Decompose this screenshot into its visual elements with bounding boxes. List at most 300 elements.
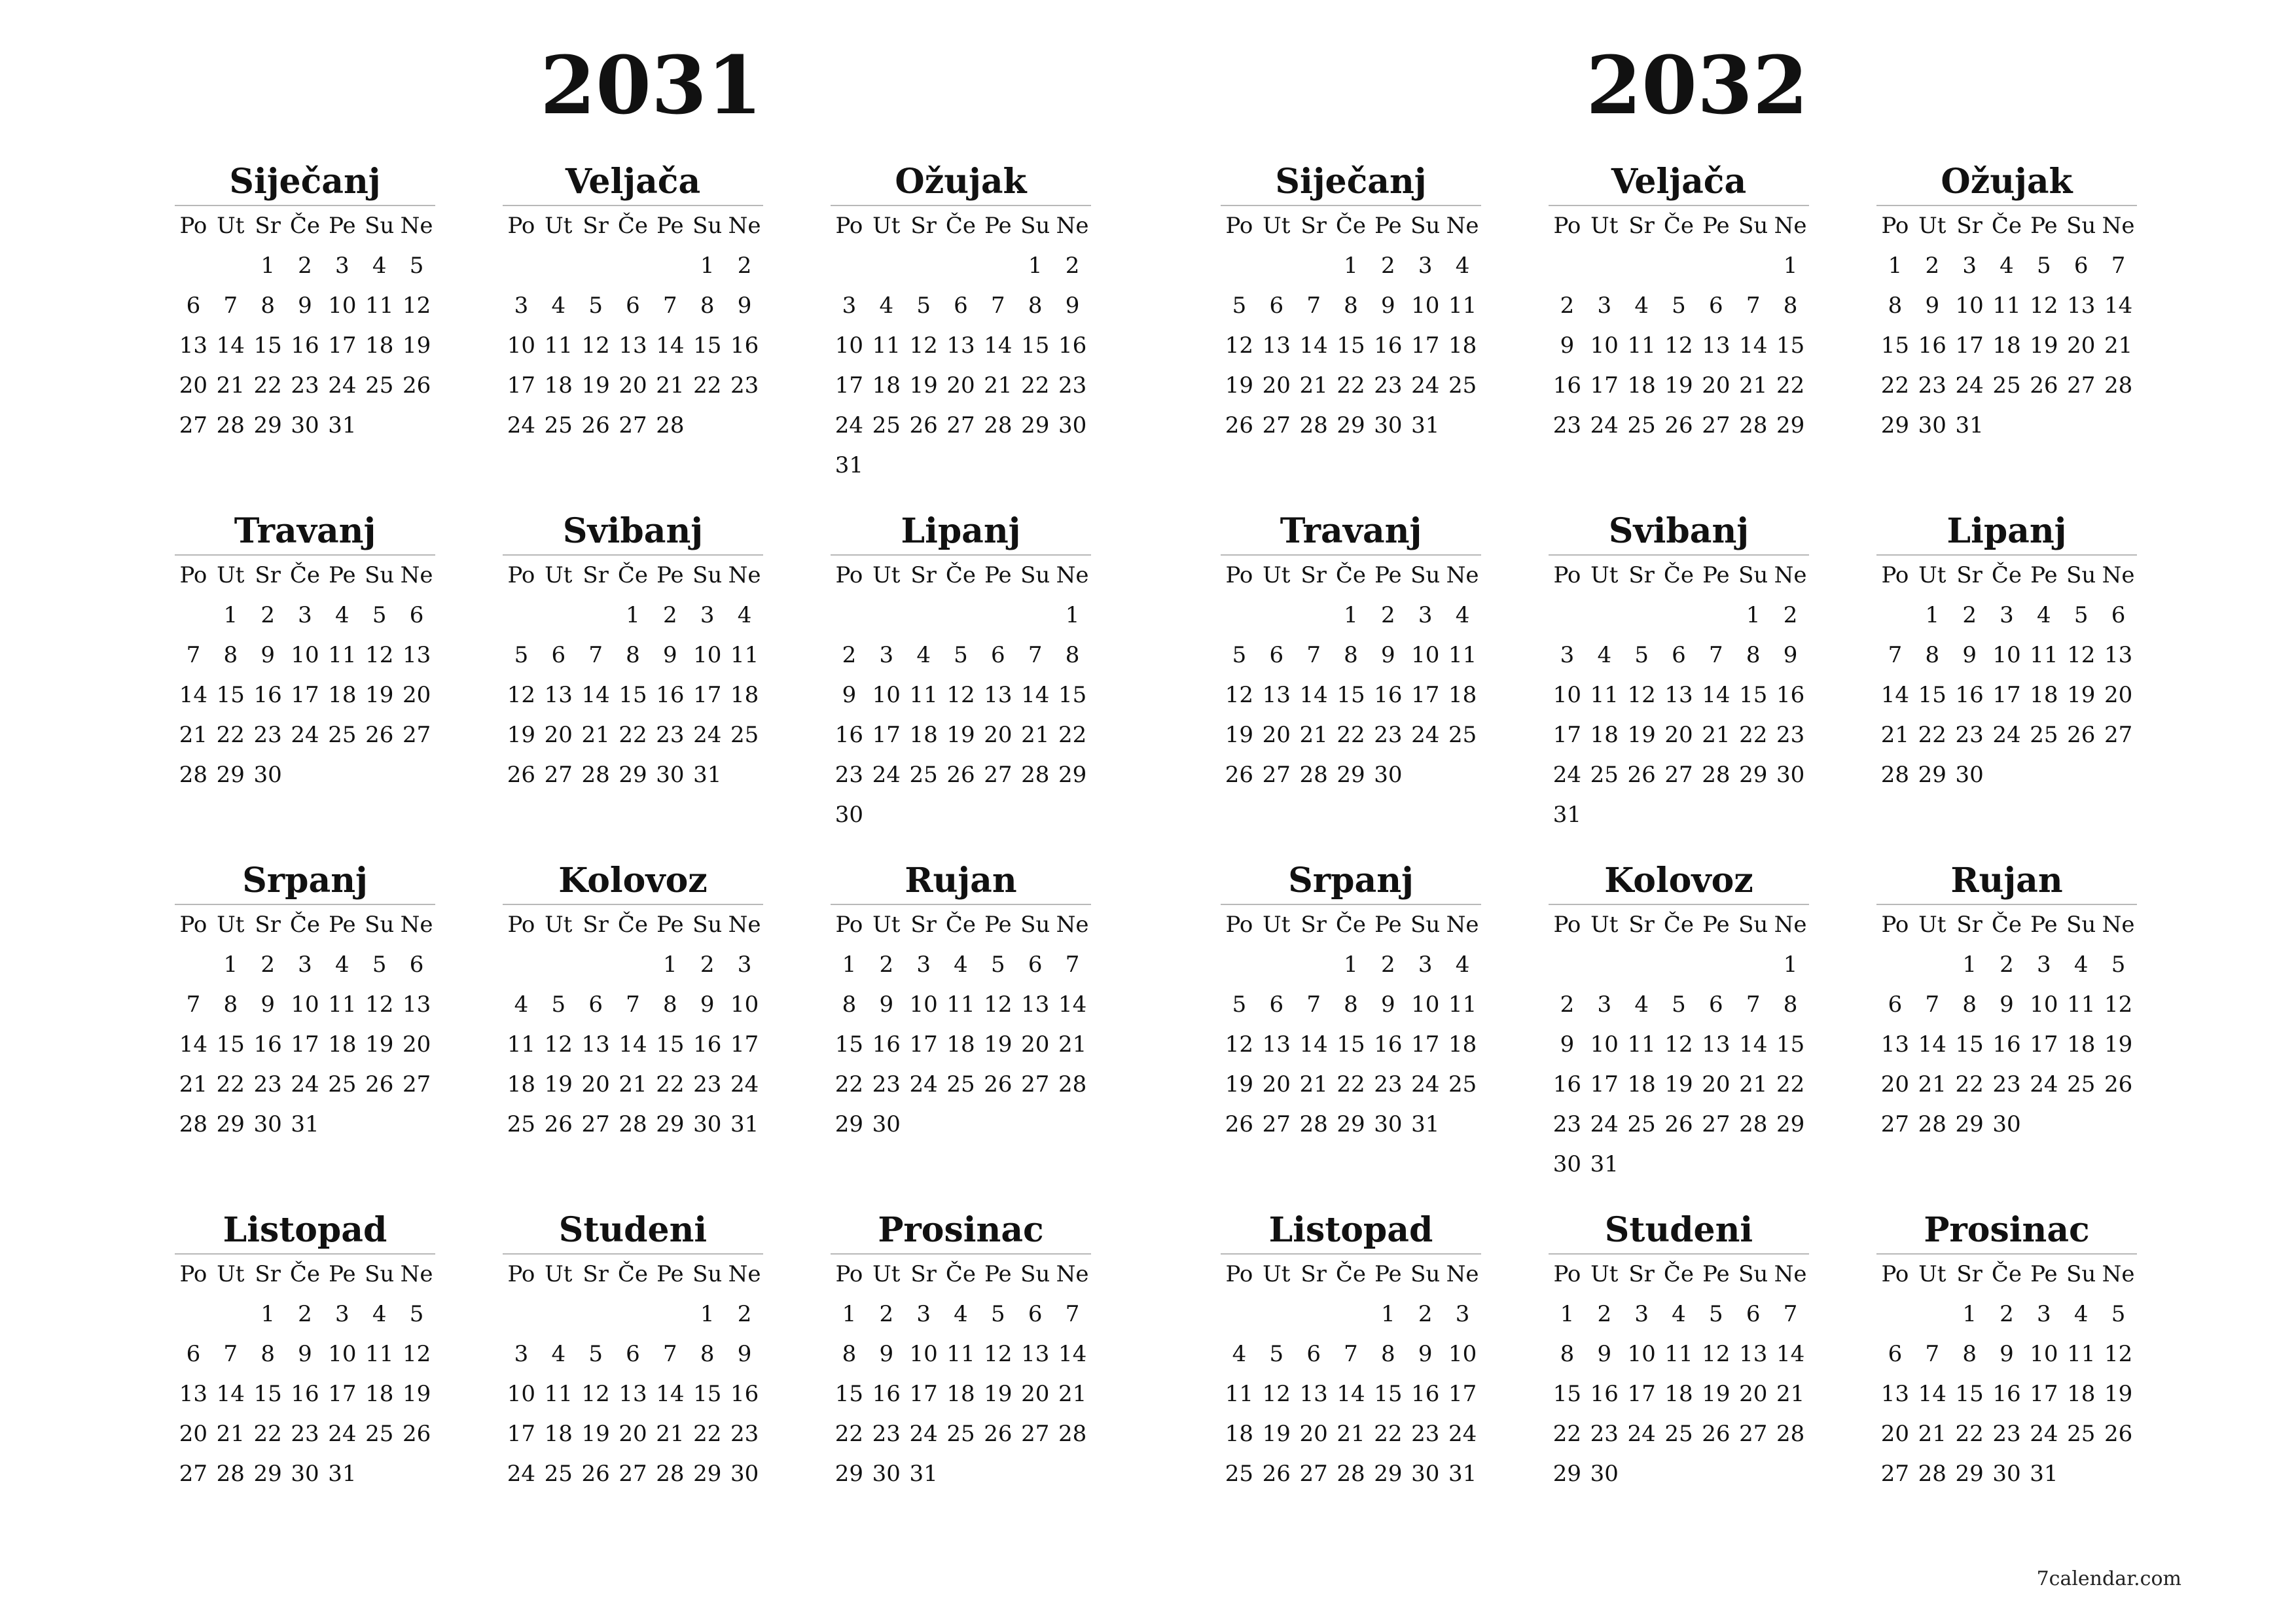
day-cell: 5 bbox=[372, 952, 387, 978]
day-cell: 3 bbox=[916, 1301, 931, 1327]
day-cell: 8 bbox=[1783, 293, 1798, 319]
day-cell: 26 bbox=[909, 412, 938, 438]
day-cell: 18 bbox=[1664, 1381, 1693, 1407]
day-cell: 9 bbox=[1560, 1031, 1575, 1058]
day-cell: 12 bbox=[2104, 991, 2133, 1018]
day-cell: 18 bbox=[1225, 1421, 1254, 1447]
day-cell: 28 bbox=[179, 762, 208, 788]
empty-cell bbox=[1914, 945, 1951, 985]
day-cell: 1 bbox=[842, 952, 857, 978]
day-cell: 25 bbox=[2067, 1421, 2096, 1447]
day-cell: 17 bbox=[1627, 1381, 1656, 1407]
day-cell: 4 bbox=[879, 293, 894, 319]
weekday-header: Ne bbox=[1774, 562, 1807, 588]
weekday-header: Če bbox=[617, 562, 649, 588]
day-cell: 5 bbox=[2073, 602, 2089, 628]
day-cell: 30 bbox=[1776, 762, 1805, 788]
site-credit: 7calendar.com bbox=[2036, 1567, 2181, 1590]
weekday-header: Pe bbox=[2030, 213, 2058, 239]
day-cell: 23 bbox=[730, 1421, 759, 1447]
weekday-header: Če bbox=[945, 912, 977, 938]
day-cell: 16 bbox=[1918, 332, 1946, 359]
day-cell: 12 bbox=[1262, 1381, 1291, 1407]
empty-cell bbox=[212, 246, 249, 286]
day-cell: 1 bbox=[1560, 1301, 1575, 1327]
day-cell: 23 bbox=[1992, 1421, 2021, 1447]
day-cell: 7 bbox=[1746, 293, 1761, 319]
day-cell: 11 bbox=[909, 682, 938, 708]
month-kolovoz bbox=[503, 858, 763, 1145]
day-cell: 5 bbox=[2111, 952, 2126, 978]
day-cell: 28 bbox=[1021, 762, 1050, 788]
day-cell: 8 bbox=[1381, 1341, 1395, 1367]
day-cell: 15 bbox=[1880, 332, 1910, 359]
day-cell: 24 bbox=[328, 372, 357, 399]
day-cell: 23 bbox=[253, 1071, 282, 1097]
day-cell: 24 bbox=[1411, 1071, 1440, 1097]
day-cell: 29 bbox=[1021, 412, 1050, 438]
day-cell: 12 bbox=[1225, 1031, 1254, 1058]
weekday-header: Če bbox=[289, 213, 321, 239]
day-cell: 25 bbox=[544, 412, 573, 438]
day-cell: 15 bbox=[216, 682, 245, 708]
weekday-header: Po bbox=[1553, 1261, 1581, 1287]
empty-cell bbox=[503, 945, 540, 985]
month-veljača bbox=[503, 159, 763, 446]
day-cell: 20 bbox=[1262, 722, 1291, 748]
weekday-header: Sr bbox=[1628, 213, 1655, 239]
day-cell: 2 bbox=[1597, 1301, 1612, 1327]
day-cell: 13 bbox=[179, 332, 208, 359]
day-cell: 25 bbox=[946, 1421, 975, 1447]
day-cell: 15 bbox=[693, 1381, 722, 1407]
day-cell: 5 bbox=[1269, 1341, 1284, 1367]
day-cell: 8 bbox=[700, 1341, 715, 1367]
day-cell: 14 bbox=[1058, 991, 1087, 1018]
day-cell: 3 bbox=[737, 952, 752, 978]
empty-cell bbox=[1660, 246, 1698, 286]
day-cell: 28 bbox=[179, 1111, 208, 1137]
empty-cell bbox=[540, 596, 577, 635]
day-cell: 27 bbox=[1262, 762, 1291, 788]
empty-cell bbox=[979, 246, 1016, 286]
day-cell: 21 bbox=[619, 1071, 647, 1097]
day-cell: 17 bbox=[2030, 1031, 2058, 1058]
empty-cell bbox=[615, 945, 652, 985]
empty-cell bbox=[615, 246, 652, 286]
day-grid bbox=[1549, 1255, 1809, 1494]
day-cell: 2 bbox=[260, 602, 275, 628]
day-cell: 26 bbox=[946, 762, 975, 788]
day-cell: 4 bbox=[1634, 293, 1649, 319]
day-cell: 17 bbox=[730, 1031, 759, 1058]
day-cell: 28 bbox=[1058, 1421, 1087, 1447]
day-cell: 31 bbox=[834, 452, 864, 478]
day-cell: 22 bbox=[656, 1071, 685, 1097]
day-cell: 27 bbox=[984, 762, 1013, 788]
day-cell: 20 bbox=[2067, 332, 2096, 359]
weekday-header: Ut bbox=[545, 213, 573, 239]
weekday-header: Ut bbox=[1590, 1261, 1619, 1287]
day-cell: 29 bbox=[1374, 1461, 1403, 1487]
day-cell: 24 bbox=[1627, 1421, 1656, 1447]
day-cell: 7 bbox=[1746, 991, 1761, 1018]
month-rujan bbox=[1876, 858, 2137, 1145]
day-cell: 19 bbox=[1664, 372, 1693, 399]
weekday-header: Pe bbox=[1702, 562, 1730, 588]
day-cell: 11 bbox=[2030, 642, 2058, 668]
day-cell: 23 bbox=[1918, 372, 1946, 399]
day-cell: 20 bbox=[544, 722, 573, 748]
day-cell: 26 bbox=[2104, 1421, 2133, 1447]
day-cell: 13 bbox=[1262, 682, 1291, 708]
empty-cell bbox=[1549, 945, 1586, 985]
weekday-header: Če bbox=[1663, 912, 1695, 938]
day-cell: 22 bbox=[1776, 372, 1805, 399]
day-cell: 18 bbox=[872, 372, 901, 399]
empty-cell bbox=[868, 246, 905, 286]
weekday-header: Su bbox=[1020, 1261, 1050, 1287]
weekday-header: Po bbox=[1553, 213, 1581, 239]
day-cell: 17 bbox=[507, 1421, 536, 1447]
day-cell: 1 bbox=[223, 952, 238, 978]
day-cell: 18 bbox=[1448, 682, 1477, 708]
weekday-header: Po bbox=[507, 912, 535, 938]
day-cell: 29 bbox=[1739, 762, 1768, 788]
empty-cell bbox=[1697, 596, 1734, 635]
weekday-header: Su bbox=[692, 213, 723, 239]
day-cell: 24 bbox=[730, 1071, 759, 1097]
empty-cell bbox=[1876, 596, 1914, 635]
day-cell: 22 bbox=[1336, 372, 1365, 399]
day-cell: 8 bbox=[700, 293, 715, 319]
day-cell: 10 bbox=[507, 1381, 536, 1407]
day-cell: 15 bbox=[1955, 1031, 1984, 1058]
day-cell: 10 bbox=[291, 642, 319, 668]
day-cell: 1 bbox=[1925, 602, 1940, 628]
weekday-header: Sr bbox=[583, 912, 609, 938]
day-cell: 11 bbox=[365, 293, 394, 319]
day-cell: 18 bbox=[1448, 1031, 1477, 1058]
day-cell: 12 bbox=[1225, 332, 1254, 359]
day-cell: 20 bbox=[402, 682, 431, 708]
day-cell: 30 bbox=[730, 1461, 759, 1487]
month-prosinac bbox=[831, 1207, 1091, 1494]
month-listopad bbox=[175, 1207, 435, 1494]
day-cell: 23 bbox=[291, 1421, 319, 1447]
day-cell: 15 bbox=[1918, 682, 1946, 708]
day-cell: 29 bbox=[1336, 1111, 1365, 1137]
day-cell: 19 bbox=[2067, 682, 2096, 708]
day-cell: 9 bbox=[1962, 642, 1977, 668]
day-cell: 29 bbox=[1336, 412, 1365, 438]
day-cell: 12 bbox=[544, 1031, 573, 1058]
month-ožujak bbox=[1876, 159, 2137, 446]
day-cell: 16 bbox=[1552, 372, 1582, 399]
day-cell: 27 bbox=[1739, 1421, 1768, 1447]
month-siječanj bbox=[175, 159, 435, 446]
day-cell: 9 bbox=[1381, 991, 1395, 1018]
day-cell: 27 bbox=[402, 722, 431, 748]
day-cell: 11 bbox=[544, 1381, 573, 1407]
empty-cell bbox=[577, 246, 615, 286]
day-cell: 11 bbox=[730, 642, 759, 668]
day-cell: 20 bbox=[1299, 1421, 1328, 1447]
month-name: Veljača bbox=[1549, 159, 1809, 206]
day-cell: 13 bbox=[619, 332, 647, 359]
day-cell: 28 bbox=[216, 412, 245, 438]
day-cell: 25 bbox=[1627, 1111, 1656, 1137]
weekday-header: Če bbox=[289, 912, 321, 938]
day-cell: 12 bbox=[1702, 1341, 1731, 1367]
weekday-header: Po bbox=[507, 213, 535, 239]
weekday-header: Sr bbox=[1956, 912, 1982, 938]
day-cell: 18 bbox=[507, 1071, 536, 1097]
day-cell: 6 bbox=[588, 991, 603, 1018]
day-cell: 11 bbox=[328, 642, 357, 668]
weekday-header: Ne bbox=[400, 1261, 433, 1287]
year-title: 2032 bbox=[1586, 38, 1808, 132]
day-cell: 10 bbox=[1552, 682, 1582, 708]
day-cell: 19 bbox=[1702, 1381, 1731, 1407]
day-cell: 15 bbox=[1776, 332, 1805, 359]
day-cell: 18 bbox=[365, 332, 394, 359]
day-cell: 6 bbox=[409, 602, 424, 628]
day-cell: 29 bbox=[1776, 412, 1805, 438]
month-name: Svibanj bbox=[503, 508, 763, 556]
day-cell: 19 bbox=[984, 1381, 1013, 1407]
day-cell: 30 bbox=[1058, 412, 1087, 438]
day-cell: 10 bbox=[1955, 293, 1984, 319]
day-cell: 12 bbox=[581, 1381, 610, 1407]
day-cell: 22 bbox=[1739, 722, 1768, 748]
weekday-header: Sr bbox=[910, 912, 937, 938]
day-cell: 10 bbox=[2030, 1341, 2058, 1367]
day-cell: 20 bbox=[1664, 722, 1693, 748]
day-cell: 6 bbox=[2111, 602, 2126, 628]
day-cell: 4 bbox=[335, 602, 350, 628]
day-cell: 29 bbox=[216, 762, 245, 788]
day-cell: 9 bbox=[260, 991, 275, 1018]
day-cell: 26 bbox=[581, 412, 610, 438]
day-cell: 3 bbox=[1560, 642, 1575, 668]
day-cell: 18 bbox=[730, 682, 759, 708]
day-cell: 12 bbox=[402, 293, 431, 319]
weekday-header: Pe bbox=[329, 912, 356, 938]
day-cell: 20 bbox=[1262, 1071, 1291, 1097]
day-cell: 19 bbox=[2104, 1031, 2133, 1058]
day-cell: 2 bbox=[663, 602, 677, 628]
day-cell: 4 bbox=[1597, 642, 1612, 668]
month-lipanj bbox=[1876, 508, 2137, 795]
day-cell: 15 bbox=[253, 332, 282, 359]
day-cell: 6 bbox=[1672, 642, 1686, 668]
weekday-header: Če bbox=[1991, 912, 2022, 938]
day-cell: 31 bbox=[909, 1461, 938, 1487]
day-cell: 1 bbox=[1888, 253, 1903, 279]
day-cell: 24 bbox=[1590, 1111, 1619, 1137]
day-cell: 28 bbox=[656, 412, 685, 438]
day-cell: 8 bbox=[1560, 1341, 1575, 1367]
weekday-header: Ut bbox=[1590, 213, 1619, 239]
empty-cell bbox=[1258, 246, 1295, 286]
weekday-header: Če bbox=[1335, 1261, 1367, 1287]
day-cell: 3 bbox=[335, 253, 350, 279]
day-cell: 6 bbox=[1269, 642, 1284, 668]
empty-cell bbox=[1016, 596, 1054, 635]
day-cell: 16 bbox=[1374, 1031, 1403, 1058]
day-cell: 22 bbox=[1880, 372, 1910, 399]
weekday-header: Ut bbox=[1263, 912, 1291, 938]
weekday-header: Pe bbox=[656, 1261, 684, 1287]
month-travanj bbox=[1221, 508, 1481, 795]
weekday-header: Po bbox=[179, 912, 207, 938]
day-cell: 14 bbox=[216, 332, 245, 359]
day-cell: 19 bbox=[984, 1031, 1013, 1058]
weekday-header: Ut bbox=[1918, 562, 1946, 588]
day-cell: 5 bbox=[954, 642, 968, 668]
day-cell: 19 bbox=[402, 332, 431, 359]
empty-cell bbox=[1697, 945, 1734, 985]
weekday-header: Ut bbox=[872, 213, 901, 239]
day-cell: 1 bbox=[1344, 253, 1358, 279]
weekday-header: Ut bbox=[217, 912, 245, 938]
day-cell: 23 bbox=[1058, 372, 1087, 399]
day-cell: 2 bbox=[298, 1301, 312, 1327]
day-cell: 15 bbox=[1058, 682, 1087, 708]
day-cell: 14 bbox=[581, 682, 610, 708]
day-cell: 9 bbox=[1418, 1341, 1433, 1367]
day-cell: 6 bbox=[1028, 1301, 1043, 1327]
day-grid bbox=[1549, 556, 1809, 835]
day-cell: 21 bbox=[1739, 372, 1768, 399]
day-cell: 15 bbox=[834, 1031, 864, 1058]
weekday-header: Ne bbox=[728, 213, 761, 239]
day-cell: 19 bbox=[2030, 332, 2058, 359]
day-cell: 21 bbox=[1299, 1071, 1328, 1097]
day-cell: 22 bbox=[1776, 1071, 1805, 1097]
day-cell: 26 bbox=[2030, 372, 2058, 399]
day-cell: 9 bbox=[1925, 293, 1940, 319]
day-cell: 19 bbox=[581, 372, 610, 399]
day-cell: 17 bbox=[693, 682, 722, 708]
day-cell: 9 bbox=[1560, 332, 1575, 359]
day-cell: 13 bbox=[402, 642, 431, 668]
day-cell: 29 bbox=[1552, 1461, 1582, 1487]
day-grid bbox=[1876, 1255, 2137, 1494]
month-name: Listopad bbox=[175, 1207, 435, 1255]
day-cell: 11 bbox=[1664, 1341, 1693, 1367]
day-grid bbox=[503, 905, 763, 1145]
day-cell: 26 bbox=[544, 1111, 573, 1137]
day-cell: 18 bbox=[1627, 1071, 1656, 1097]
day-cell: 2 bbox=[1065, 253, 1080, 279]
empty-cell bbox=[1623, 596, 1660, 635]
day-cell: 2 bbox=[260, 952, 275, 978]
day-cell: 22 bbox=[1021, 372, 1050, 399]
day-cell: 8 bbox=[1028, 293, 1043, 319]
day-cell: 2 bbox=[700, 952, 715, 978]
day-cell: 5 bbox=[409, 1301, 424, 1327]
weekday-header: Sr bbox=[1628, 912, 1655, 938]
empty-cell bbox=[175, 596, 212, 635]
day-cell: 21 bbox=[581, 722, 610, 748]
day-cell: 26 bbox=[1225, 1111, 1254, 1137]
day-cell: 22 bbox=[216, 722, 245, 748]
weekday-header: Ne bbox=[1774, 1261, 1807, 1287]
day-cell: 27 bbox=[2067, 372, 2096, 399]
day-cell: 14 bbox=[656, 1381, 685, 1407]
day-cell: 13 bbox=[2104, 642, 2133, 668]
day-cell: 23 bbox=[1590, 1421, 1619, 1447]
day-cell: 5 bbox=[588, 293, 603, 319]
month-rujan bbox=[831, 858, 1091, 1145]
day-cell: 4 bbox=[2037, 602, 2051, 628]
day-cell: 12 bbox=[581, 332, 610, 359]
day-cell: 25 bbox=[2067, 1071, 2096, 1097]
day-grid bbox=[831, 556, 1091, 835]
day-cell: 9 bbox=[1065, 293, 1080, 319]
day-cell: 13 bbox=[1702, 332, 1731, 359]
day-cell: 22 bbox=[1374, 1421, 1403, 1447]
weekday-header: Pe bbox=[984, 912, 1012, 938]
day-cell: 14 bbox=[179, 682, 208, 708]
day-cell: 25 bbox=[1590, 762, 1619, 788]
month-name: Siječanj bbox=[1221, 159, 1481, 206]
day-cell: 19 bbox=[581, 1421, 610, 1447]
day-cell: 13 bbox=[984, 682, 1013, 708]
day-cell: 20 bbox=[2104, 682, 2133, 708]
weekday-header: Ne bbox=[2102, 912, 2135, 938]
day-cell: 21 bbox=[1299, 722, 1328, 748]
empty-cell bbox=[212, 1294, 249, 1334]
day-cell: 7 bbox=[186, 991, 201, 1018]
day-cell: 4 bbox=[335, 952, 350, 978]
day-cell: 24 bbox=[291, 722, 319, 748]
day-cell: 12 bbox=[2104, 1341, 2133, 1367]
day-cell: 14 bbox=[984, 332, 1013, 359]
day-cell: 27 bbox=[1262, 412, 1291, 438]
day-cell: 6 bbox=[186, 1341, 201, 1367]
day-cell: 27 bbox=[544, 762, 573, 788]
weekday-header: Če bbox=[1991, 1261, 2022, 1287]
weekday-header: Ne bbox=[2102, 1261, 2135, 1287]
day-cell: 31 bbox=[1411, 412, 1440, 438]
weekday-header: Sr bbox=[1628, 562, 1655, 588]
day-cell: 11 bbox=[2067, 1341, 2096, 1367]
weekday-header: Ut bbox=[872, 562, 901, 588]
empty-cell bbox=[1586, 945, 1623, 985]
day-cell: 27 bbox=[1880, 1461, 1910, 1487]
day-cell: 7 bbox=[1028, 642, 1043, 668]
day-cell: 31 bbox=[2030, 1461, 2058, 1487]
empty-cell bbox=[1734, 246, 1772, 286]
day-cell: 15 bbox=[1336, 332, 1365, 359]
day-cell: 29 bbox=[1955, 1461, 1984, 1487]
day-cell: 2 bbox=[737, 1301, 752, 1327]
day-cell: 6 bbox=[626, 293, 640, 319]
empty-cell bbox=[1295, 246, 1333, 286]
day-cell: 20 bbox=[179, 372, 208, 399]
day-grid bbox=[503, 206, 763, 446]
day-cell: 7 bbox=[663, 293, 677, 319]
day-cell: 15 bbox=[1776, 1031, 1805, 1058]
day-cell: 30 bbox=[693, 1111, 722, 1137]
day-cell: 16 bbox=[1374, 682, 1403, 708]
day-cell: 15 bbox=[216, 1031, 245, 1058]
day-cell: 30 bbox=[1411, 1461, 1440, 1487]
day-cell: 17 bbox=[1448, 1381, 1477, 1407]
